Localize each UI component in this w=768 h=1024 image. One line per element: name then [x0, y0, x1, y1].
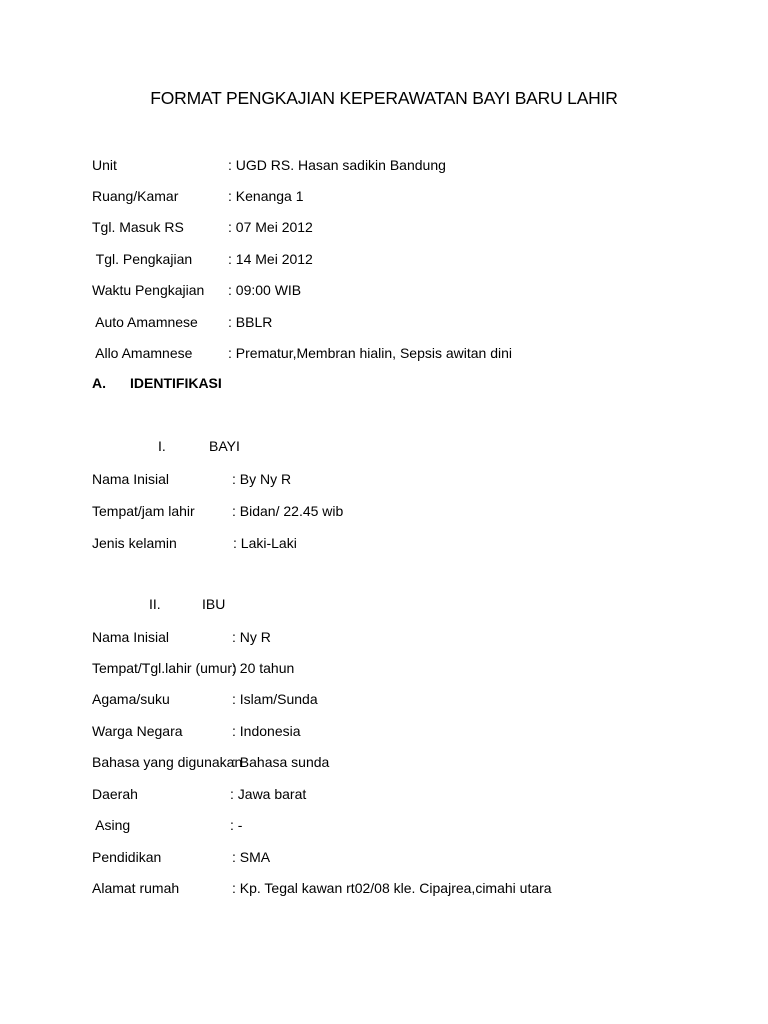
document-title: FORMAT PENGKAJIAN KEPERAWATAN BAYI BARU LAHIR — [150, 88, 618, 108]
field-label: Nama Inisial — [92, 629, 170, 645]
field-label: Ruang/Kamar — [92, 188, 179, 204]
field-value: : Islam/Sunda — [232, 691, 318, 707]
field-value: : Jawa barat — [230, 786, 307, 802]
field-label: Pendidikan — [92, 849, 162, 865]
field-value: : Bahasa sunda — [232, 754, 330, 770]
field-value: : Bidan/ 22.45 wib — [232, 503, 344, 519]
field-value: : Laki-Laki — [233, 535, 297, 551]
section-title: IDENTIFIKASI — [130, 375, 222, 391]
field-label: Tempat/Tgl.lahir (umur) — [92, 660, 237, 676]
field-value: : Kenanga 1 — [228, 188, 304, 204]
field-value: : 09:00 WIB — [228, 282, 302, 298]
field-value: : Indonesia — [232, 723, 301, 739]
field-value: : 20 tahun — [232, 660, 295, 676]
field-label: Asing — [92, 817, 131, 833]
field-label: Nama Inisial — [92, 471, 170, 487]
field-label: Warga Negara — [92, 723, 183, 739]
subsection-title: BAYI — [209, 438, 240, 454]
field-value: : SMA — [232, 849, 271, 865]
field-value: : 14 Mei 2012 — [228, 251, 313, 267]
field-label: Tgl. Pengkajian — [92, 251, 193, 267]
field-label: Tgl. Masuk RS — [92, 219, 184, 235]
field-value: : 07 Mei 2012 — [228, 219, 313, 235]
field-label: Daerah — [92, 786, 138, 802]
field-label: Alamat rumah — [92, 880, 180, 896]
section-letter: A. — [92, 375, 106, 391]
subsection-title: IBU — [202, 596, 226, 612]
subsection-number: II. — [149, 596, 161, 612]
field-label: Allo Amamnese — [92, 345, 193, 361]
section-a-heading — [92, 375, 222, 391]
field-label: Waktu Pengkajian — [92, 282, 205, 298]
field-value: : BBLR — [228, 314, 273, 330]
field-label: Tempat/jam lahir — [92, 503, 195, 519]
field-label: Bahasa yang digunakan — [92, 754, 243, 770]
field-value: : Kp. Tegal kawan rt02/08 kle. Cipajrea,cimahi utara — [232, 880, 552, 896]
field-value: : By Ny R — [232, 471, 292, 487]
subsection-number: I. — [158, 438, 166, 454]
field-label: Unit — [92, 157, 117, 173]
field-value: : Prematur,Membran hialin, Sepsis awitan dini — [228, 345, 513, 361]
field-value: : - — [230, 817, 243, 833]
field-label: Auto Amamnese — [92, 314, 198, 330]
field-label: Agama/suku — [92, 691, 170, 707]
field-value: : UGD RS. Hasan sadikin Bandung — [228, 157, 446, 173]
field-label: Jenis kelamin — [92, 535, 177, 551]
field-value: : Ny R — [232, 629, 271, 645]
